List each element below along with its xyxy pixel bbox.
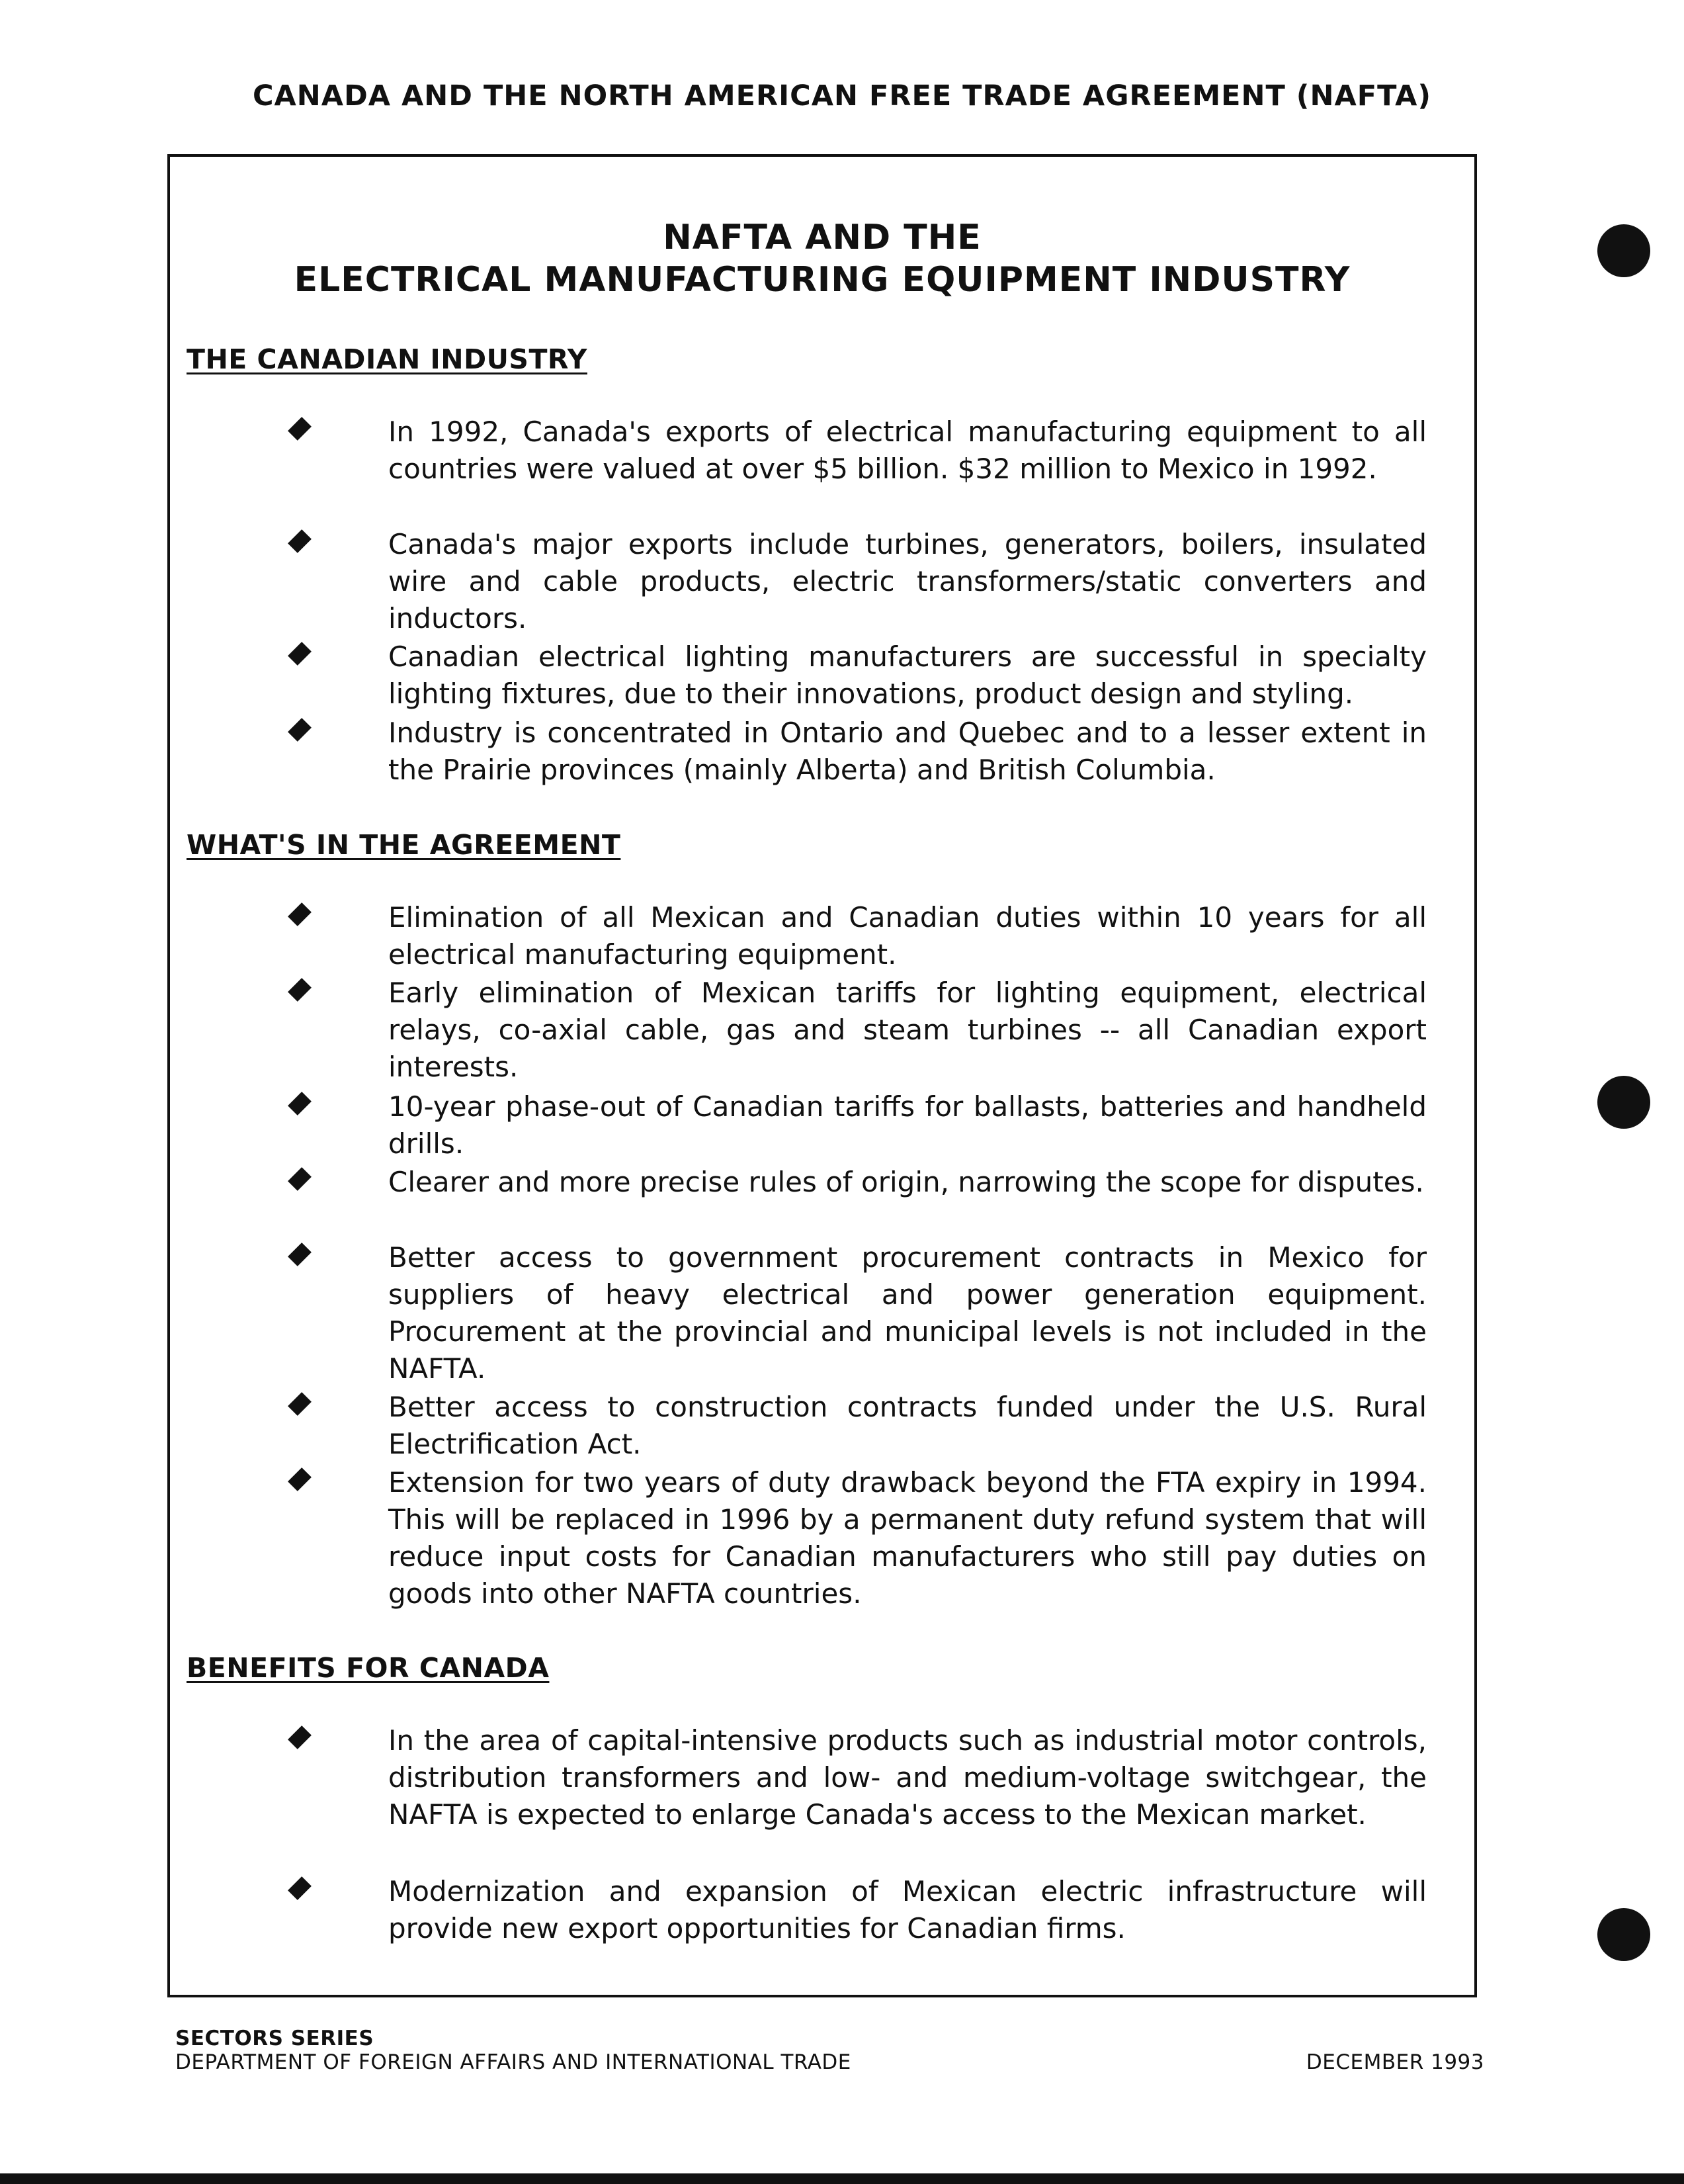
section-heading-agreement: WHAT'S IN THE AGREEMENT bbox=[187, 829, 621, 861]
footer-publisher bbox=[175, 2027, 851, 2074]
department-label: DEPARTMENT OF FOREIGN AFFAIRS AND INTERNATIONAL TRADE bbox=[175, 2050, 851, 2074]
diamond-bullet-icon bbox=[288, 642, 312, 666]
diamond-bullet-icon bbox=[288, 417, 312, 441]
document-header: CANADA AND THE NORTH AMERICAN FREE TRADE AGREEMENT (NAFTA) bbox=[252, 79, 1432, 112]
scan-edge-bar bbox=[0, 2173, 1684, 2184]
diamond-bullet-icon bbox=[288, 1392, 312, 1416]
series-label: SECTORS SERIES bbox=[175, 2027, 374, 2050]
bullet-text: Canada's major exports include turbines, generators, boilers, insulated wire and cable products, electric transformers/static converters and inductors. bbox=[388, 528, 1427, 634]
diamond-bullet-icon bbox=[288, 902, 312, 926]
bullet-text: Canadian electrical lighting manufacturers are successful in specialty lighting fixtures, due to their innovations, product design and styling. bbox=[388, 640, 1427, 710]
diamond-bullet-icon bbox=[288, 1725, 312, 1749]
diamond-bullet-icon bbox=[288, 978, 312, 1002]
section-heading-benefits: BENEFITS FOR CANADA bbox=[187, 1652, 550, 1684]
bullet-text: Better access to construction contracts funded under the U.S. Rural Electrification Act. bbox=[388, 1391, 1427, 1460]
diamond-bullet-icon bbox=[288, 1167, 312, 1191]
section-heading-canadian-industry: THE CANADIAN INDUSTRY bbox=[187, 343, 587, 375]
bullet-text: In 1992, Canada's exports of electrical manufacturing equipment to all countries were valued at over $5 billion. $32 million to Mexico in 1992. bbox=[388, 415, 1427, 485]
title-line-1: NAFTA AND THE bbox=[663, 218, 982, 257]
bullet-text: 10-year phase-out of Canadian tariffs for ballasts, batteries and handheld drills. bbox=[388, 1090, 1427, 1160]
diamond-bullet-icon bbox=[288, 718, 312, 742]
diamond-bullet-icon bbox=[288, 1243, 312, 1266]
bullet-text: Elimination of all Mexican and Canadian duties within 10 years for all electrical manufacturing equipment. bbox=[388, 901, 1427, 971]
content-frame bbox=[167, 154, 1477, 1997]
bullet-text: Early elimination of Mexican tariffs for lighting equipment, electrical relays, co-axial cable, gas and steam turbines -- all Canadian export interests. bbox=[388, 977, 1427, 1083]
title-line-2: ELECTRICAL MANUFACTURING EQUIPMENT INDUSTRY bbox=[294, 260, 1351, 300]
diamond-bullet-icon bbox=[288, 1876, 312, 1900]
bullet-text: Clearer and more precise rules of origin, narrowing the scope for disputes. bbox=[388, 1166, 1424, 1198]
punch-hole-icon bbox=[1597, 1076, 1650, 1129]
punch-hole-icon bbox=[1597, 224, 1650, 277]
diamond-bullet-icon bbox=[288, 1092, 312, 1115]
diamond-bullet-icon bbox=[288, 1467, 312, 1491]
diamond-bullet-icon bbox=[288, 529, 312, 553]
punch-hole-icon bbox=[1597, 1908, 1650, 1961]
bullet-text: Industry is concentrated in Ontario and Quebec and to a lesser extent in the Prairie provinces (mainly Alberta) and British Columbia. bbox=[388, 717, 1427, 786]
document-title bbox=[170, 216, 1474, 301]
bullet-text: Better access to government procurement contracts in Mexico for suppliers of heavy electrical and power generation equipment. Procurement at the provincial and municipal levels is not included in the NAFTA. bbox=[388, 1241, 1427, 1385]
bullet-text: Modernization and expansion of Mexican electric infrastructure will provide new export opportunities for Canadian firms. bbox=[388, 1875, 1427, 1944]
publication-date: DECEMBER 1993 bbox=[1306, 2050, 1484, 2074]
bullet-text: In the area of capital-intensive products such as industrial motor controls, distribution transformers and low- and medium-voltage switchgear, the NAFTA is expected to enlarge Canada's access to the Mexican market. bbox=[388, 1724, 1427, 1831]
bullet-text: Extension for two years of duty drawback beyond the FTA expiry in 1994. This will be replaced in 1996 by a permanent duty refund system that will reduce input costs for Canadian manufacturers who still pay duties on goods into other NAFTA countries. bbox=[388, 1466, 1427, 1610]
